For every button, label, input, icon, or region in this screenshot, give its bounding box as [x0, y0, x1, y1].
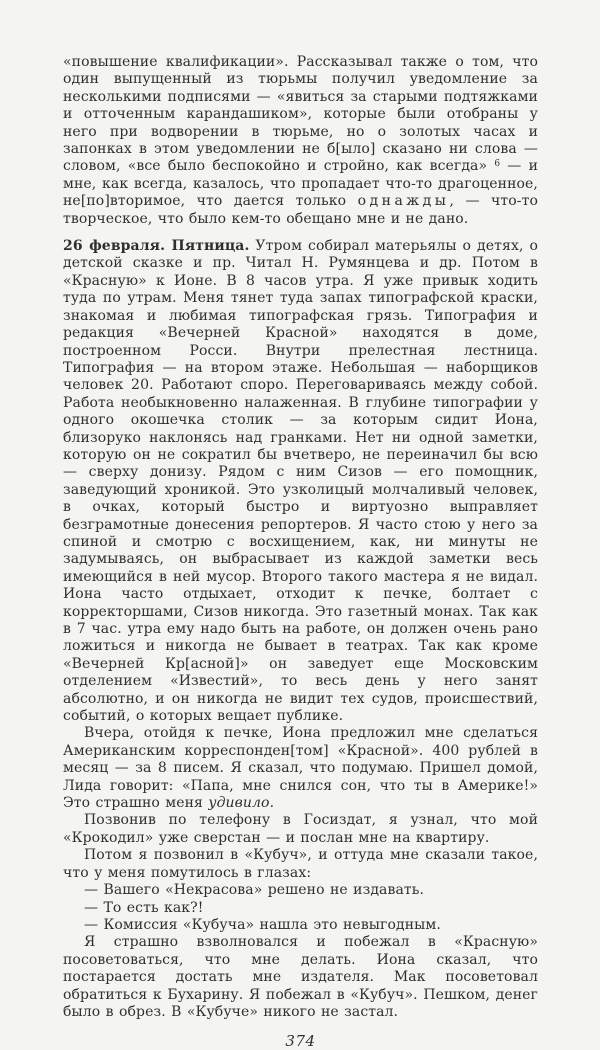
text-segment: — и мне, как всегда, казалось, что пропадает что-то драгоценное, не[по]вторимое, что дается только — [63, 158, 539, 210]
text-segment: Позвонив по телефону в Госиздат, я узнал, что мой «Крокодил» уже сверстан — и послан мне на квартиру. — [63, 812, 538, 846]
text-segment: Я страшно взволновался и побежал в «Красную» посоветоваться, что мне делать. Иона сказал, что постарается достать мне издателя. Мак посоветовал обратиться к Бухарину. Я побежал в «Кубуч». Пешком, денег было в обрез. В «Кубуче» никого не застал. — [63, 934, 538, 1020]
text-segment: — То есть как?! — [84, 899, 204, 916]
kubuch-call-paragraph — [63, 847, 538, 882]
text-segment: Потом я позвонил в «Кубуч», и оттуда мне сказали такое, что у меня помутилось в глазах: — [63, 847, 538, 881]
text-segment: Вчера, отойдя к печке, Иона предложил мне сделаться Американским корреспонден[том] «Красной». 400 рублей в месяц — за 8 писем. Я сказал, что подумаю. Пришел домой, Лида говорит: «Папа, мне снился сон, что ты в Америке!» Это страшно меня — [63, 725, 538, 812]
text-segment: Утром собирал матерьялы о детях, о детской сказке и пр. Читал Н. Румянцева и др. Потом в «Красную» к Ионе. В 8 часов утра. Я уже привык ходить туда по утрам. Меня тянет туда запах типографской краски, знакомая и любимая типографская грязь. Типография и редакция «Вечерней Красной» находятся в доме, построенном Росси. Внутри прелестная лестница. Типография — на втором этаже. Небольшая — наборщиков человек 20. Работают споро. Переговариваясь между собой. Работа необыкновенно налаженная. В глубине типографии у одного окошечка столик — за которым сидит Иона, близоруко наклонясь над гранками. Нет ни одной заметки, которую он не сократил бы вчетверо, не переиначил бы всю — сверху донизу. Рядом с ним Сизов — его помощник, заведующий хроникой. Это узколицый молчаливый человек, в очках, который быстро и виртуозно выправляет безграмотные донесения репортеров. Я часто стою у него за спиной и смотрю с восхищением, как, ни минуты не задумываясь, он выбрасывает из каждой заметки весь имеющийся в ней мусор. Второго такого мастера я не видал. Иона часто отдыхает, отходит к печке, болтает с корректоршами, Сизов никогда. Это газетный монах. Так как в 7 час. утра ему надо быть на работе, он должен очень рано ложиться и никогда не бывает в театрах. Так как кроме «Вечерней Кр[асной]» он заведует еще Московским отделением «Известий», то весь день у него занят абсолютно, и он никогда не видит тех судов, происшествий, событий, о которых вещает публике. — [63, 238, 538, 725]
text-segment: «повышение квалификации». Рассказывал также о том, что один выпущенный из тюрьмы получил уведомление за несколькими подписями — «явиться за старыми подтяжками и отточенным карандашиком», которые были отобраны у него при водворении в тюрьме, но о золотых часах и запонках в этом уведомлении не б[ыло] сказано ни слова — словом, «все было беспокойно и стройно, как всегда» — [63, 54, 538, 175]
text-segment: — Комиссия «Кубуча» нашла это невыгодным. — [84, 916, 441, 933]
page-number: 374 — [285, 1032, 316, 1050]
footnote-ref-6: 6 — [494, 159, 501, 170]
gosizdat-call-paragraph — [63, 812, 538, 847]
america-offer-paragraph — [63, 725, 538, 812]
dialogue-line-1 — [63, 882, 538, 899]
emphasis-word: удивило — [208, 795, 270, 812]
page-text — [63, 54, 538, 1021]
continuation-paragraph — [63, 54, 538, 228]
text-segment: , — что-то творческое, что было кем-то обещано мне и не дано. — [63, 193, 538, 227]
final-paragraph — [63, 934, 538, 1021]
diary-entry-paragraph — [63, 238, 538, 725]
text-segment: . — [269, 795, 275, 812]
dialogue-line-3 — [63, 917, 538, 934]
date-heading: 26 февраля. Пятница. — [63, 238, 250, 255]
emphasis-word: однажды — [357, 193, 450, 210]
dialogue-line-2 — [63, 900, 538, 917]
text-segment: — Вашего «Некрасова» решено не издавать. — [84, 882, 425, 899]
